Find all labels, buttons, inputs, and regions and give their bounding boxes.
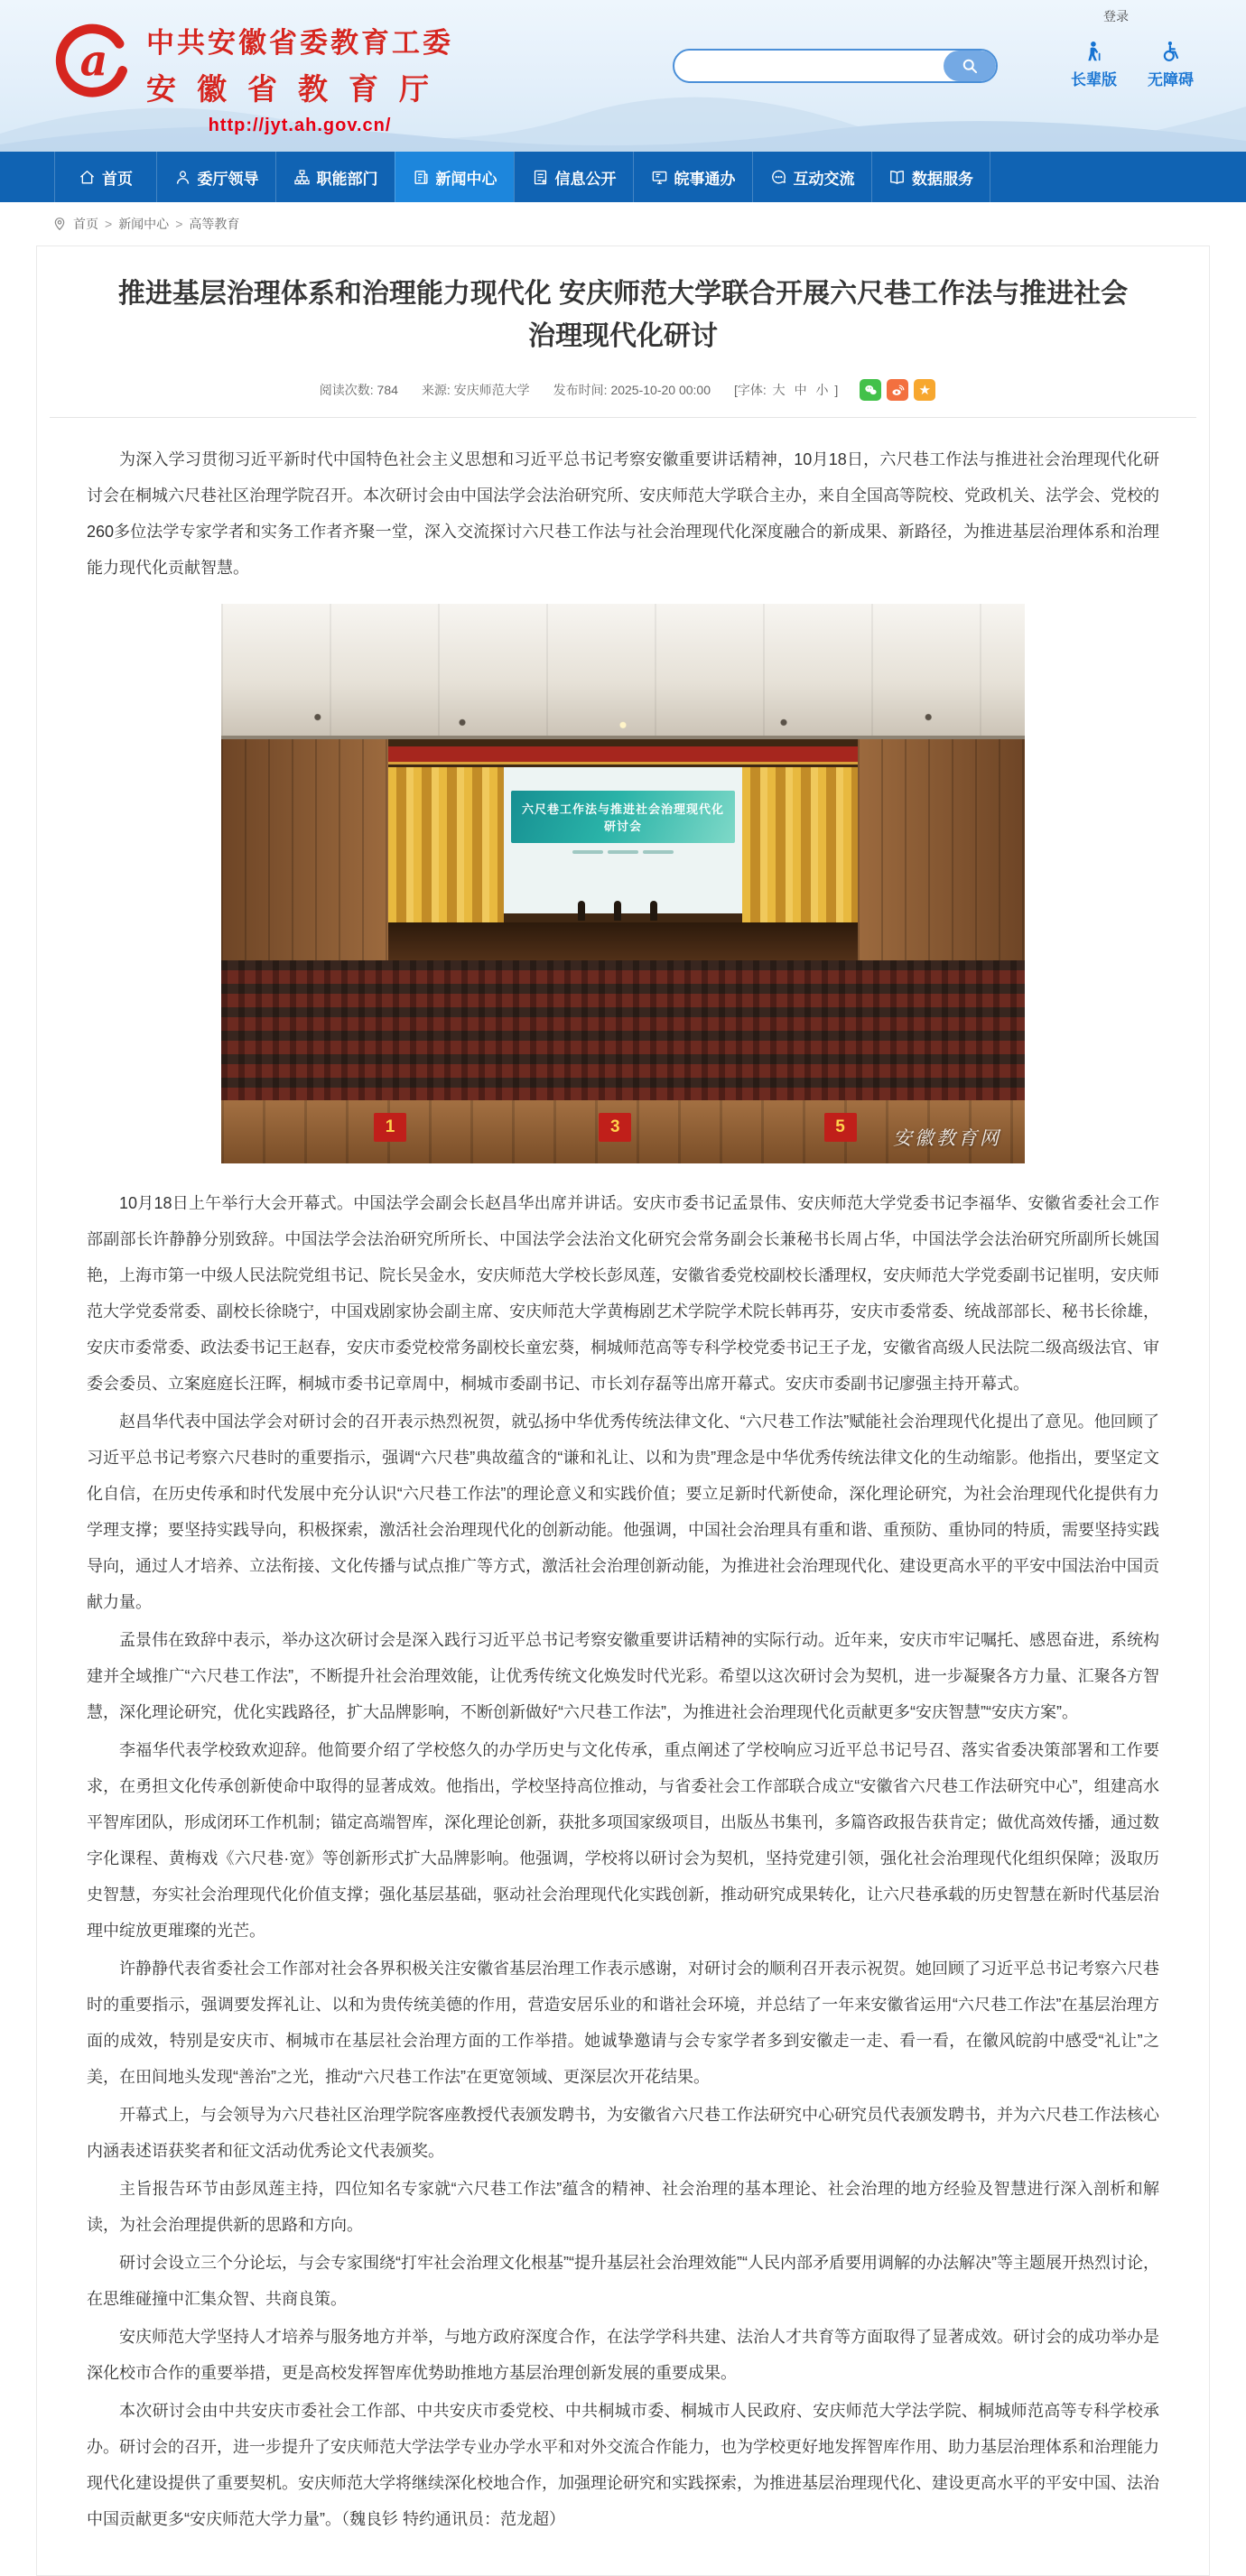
photo-speaker-figure	[614, 901, 621, 921]
photo-screen-banner: 六尺巷工作法与推进社会治理现代化研讨会	[511, 791, 735, 843]
seat-number-plaque: 1	[374, 1113, 406, 1142]
nav-item-leaders[interactable]	[156, 152, 275, 202]
views-label: 阅读次数:	[319, 383, 374, 397]
publish-time-meta	[553, 381, 711, 399]
monitor-icon	[651, 169, 668, 186]
photo-projection-screen	[504, 767, 742, 913]
photo-right-wall	[858, 739, 1025, 960]
org-name-line1: 中共安徽省委教育工委	[146, 27, 453, 59]
breadcrumb-higher-education[interactable]: 高等教育	[189, 217, 240, 231]
nav-label: 皖事通办	[674, 170, 736, 188]
article-paragraph: 开幕式上，与会领导为六尺巷社区治理学院客座教授代表颁发聘书，为安徽省六尺巷工作法研究中心研究员代表颁发聘书，并为六尺巷工作法核心内涵表述语获奖者和征文活动优秀论文代表颁奖。	[87, 2106, 1159, 2160]
views-meta	[320, 381, 398, 399]
source-label: 来源:	[421, 383, 451, 397]
conference-photo	[221, 604, 1025, 1163]
article-paragraph: 安庆师范大学坚持人才培养与服务地方并举，与地方政府深度合作，在法学学科共建、法治人才共育等方面取得了显著成效。研讨会的成功举办是深化校市合作的重要举措，更是高校发挥智库优势助推地方基层治理创新发展的重要成果。	[87, 2328, 1159, 2382]
site-header	[0, 0, 1246, 152]
breadcrumb-separator: >	[105, 217, 113, 231]
search-button[interactable]	[944, 51, 996, 81]
photo-audience	[221, 960, 1025, 1100]
wechat-icon	[863, 383, 879, 398]
article-body	[50, 441, 1196, 2537]
site-url: http://jyt.ah.gov.cn/	[208, 116, 392, 135]
weibo-share-button[interactable]	[887, 379, 908, 401]
accessibility-tools	[1071, 40, 1194, 89]
breadcrumb-home[interactable]: 首页	[73, 217, 98, 231]
time-value: 2025-10-20 00:00	[610, 383, 711, 397]
photo-screen-decor	[504, 850, 742, 854]
nav-item-info-disclosure[interactable]	[514, 152, 633, 202]
search-icon	[961, 57, 979, 75]
article-paragraph: 孟景伟在致辞中表示，举办这次研讨会是深入践行习近平总书记考察安徽重要讲话精神的实际行动。近年来，安庆市牢记嘱托、感恩奋进，系统构建并全域推广“六尺巷工作法”，不断提升社会治理效能，让优秀传统文化焕发时代光彩。希望以这次研讨会为契机，进一步凝聚各方力量、汇聚各方智慧，深化理论研究，优化实践路径，扩大品牌影响，不断创新做好“六尺巷工作法”，为推进社会治理现代化贡献更多“安庆智慧”“安庆方案”。	[87, 1631, 1159, 1721]
seat-number-plaque: 3	[599, 1113, 631, 1142]
article-title: 推进基层治理体系和治理能力现代化 安庆师范大学联合开展六尺巷工作法与推进社会治理现代化研讨	[117, 279, 1129, 351]
org-chart-icon	[293, 169, 311, 186]
wheelchair-icon	[1159, 40, 1183, 63]
weibo-icon	[890, 383, 906, 398]
home-icon	[79, 169, 96, 186]
photo-speaker-figure	[578, 901, 585, 921]
font-size-small-button[interactable]: 小	[815, 383, 829, 397]
breadcrumb-news-center[interactable]: 新闻中心	[118, 217, 170, 231]
article-paragraph: 10月18日上午举行大会开幕式。中国法学会副会长赵昌华出席并讲话。安庆市委书记孟景伟、安庆师范大学党委书记李福华、安徽省委社会工作部副部长许静静分别致辞。中国法学会法治研究所所长、中国法学会法治文化研究会常务副会长兼秘书长周占华，中国法学会法治研究所副所长姚国艳，上海市第一中级人民法院党组书记、院长吴金水，安庆师范大学校长彭凤莲，安徽省委党校副校长潘理权，安庆师范大学党委副书记崔明，安庆师范大学党委常委、副校长徐晓宁，中国戏剧家协会副主席、安庆师范大学黄梅剧艺术学院学术院长韩再芬，安庆市委常委、统战部部长、秘书长徐雄，安庆市委常委、政法委书记王赵春，安庆市委党校常务副校长童宏葵，桐城师范高等专科学校党委书记王子龙，安徽省高级人民法院二级高级法官、审委会委员、立案庭庭长汪晖，桐城市委书记章周中，桐城市委副书记、市长刘存磊等出席开幕式。安庆市委副书记廖强主持开幕式。	[87, 1194, 1159, 1393]
meta-divider	[50, 417, 1196, 418]
nav-label: 新闻中心	[435, 170, 497, 188]
nav-item-interaction[interactable]	[752, 152, 871, 202]
nav-label: 互动交流	[793, 170, 855, 188]
chat-icon	[770, 169, 787, 186]
nav-item-home[interactable]	[54, 152, 156, 202]
article-paragraph: 李福华代表学校致欢迎辞。他简要介绍了学校悠久的办学历史与文化传承，重点阐述了学校响应习近平总书记号召、落实省委决策部署和工作要求，在勇担文化传承创新使命中取得的显著成效。他指出，学校坚持高位推动，与省委社会工作部联合成立“安徽省六尺巷工作法研究中心”，组建高水平智库团队，形成闭环工作机制；锚定高端智库，深化理论创新，获批多项国家级项目，出版丛书集刊，多篇咨政报告获肯定；做优高效传播，通过数字化课程、黄梅戏《六尺巷·宽》等创新形式扩大品牌影响。他强调，学校将以研讨会为契机，坚持党建引领，强化社会治理现代化组织保障；汲取历史智慧，夯实社会治理现代化价值支撑；强化基层基础，驱动社会治理现代化实践创新，推动研究成果转化，让六尺巷承载的历史智慧在新时代基层治理中绽放更璀璨的光芒。	[87, 1741, 1159, 1940]
logo-text	[146, 20, 453, 136]
elder-version-label: 长辈版	[1071, 71, 1117, 88]
photo-watermark: 安徽教育网	[893, 1127, 1001, 1149]
article-paragraph: 许静静代表省委社会工作部对社会各界积极关注安徽省基层治理工作表示感谢，对研讨会的顺利召开表示祝贺。她回顾了习近平总书记考察六尺巷时的重要指示，强调要发挥礼让、以和为贵传统美德的作用，营造安居乐业的和谐社会环境，并总结了一年来安徽省运用“六尺巷工作法”在基层治理方面的成效，特别是安庆市、桐城市在基层社会治理方面的工作举措。她诚挚邀请与会专家学者多到安徽走一走、看一看，在徽风皖韵中感受“礼让”之美，在田间地头发现“善治”之光，推动“六尺巷工作法”在更宽领域、更深层次开花结果。	[87, 1960, 1159, 2086]
photo-ceiling	[221, 604, 1025, 739]
elder-icon	[1083, 40, 1106, 63]
source-meta	[422, 381, 530, 399]
search-bar	[673, 49, 998, 83]
source-value: 安庆师范大学	[453, 383, 530, 397]
accessibility-button[interactable]	[1148, 40, 1194, 89]
time-label: 发布时间:	[553, 383, 608, 397]
article-paragraph: 本次研讨会由中共安庆市委社会工作部、中共安庆市委党校、中共桐城市委、桐城市人民政府、安庆师范大学法学院、桐城师范高等专科学校承办。研讨会的召开，进一步提升了安庆师范大学法学专业办学水平和对外交流合作能力，也为学校更好地发挥智库作用、助力基层治理体系和治理能力现代化建设提供了重要契机。安庆师范大学将继续深化校地合作，加强理论研究和实践探索，为推进基层治理现代化、建设更高水平的平安中国、法治中国贡献更多“安庆师范大学力量”。（魏良钐 特约通讯员：范龙超）	[87, 2402, 1159, 2528]
nav-item-departments[interactable]	[275, 152, 395, 202]
article-paragraph: 赵昌华代表中国法学会对研讨会的召开表示热烈祝贺，就弘扬中华优秀传统法律文化、“六尺巷工作法”赋能社会治理现代化提出了意见。他回顾了习近平总书记考察六尺巷时的重要指示，强调“六尺巷”典故蕴含的“谦和礼让、以和为贵”理念是中华优秀传统法律文化的生动缩影。他指出，要坚定文化自信，在历史传承和时代发展中充分认识“六尺巷工作法”的理论意义和实践价值；要立足新时代新使命，深化理论研究，为社会治理现代化提供有力学理支撑；要坚持实践导向，积极探索，激活社会治理现代化的创新动能。他强调，中国社会治理具有重和谐、重预防、重协同的特质，需要坚持实践导向，通过人才培养、立法衔接、文化传播与试点推广等方式，激活社会治理创新动能，为推进社会治理现代化、建设更高水平的平安中国法治中国贡献力量。	[87, 1413, 1159, 1611]
main-navigation	[0, 152, 1246, 202]
font-size-control	[734, 381, 838, 399]
photo-curtain-left	[388, 767, 504, 922]
accessibility-label: 无障碍	[1148, 71, 1194, 88]
breadcrumb	[0, 202, 1246, 242]
book-icon	[888, 169, 906, 186]
login-link[interactable]: 登录	[1103, 9, 1129, 23]
nav-label: 首页	[102, 170, 133, 188]
svg-text:a: a	[79, 35, 108, 87]
article-meta	[50, 379, 1196, 401]
logo-emblem-icon	[54, 20, 134, 99]
font-suffix: ]	[834, 383, 839, 397]
nav-item-data-services[interactable]	[871, 152, 990, 202]
breadcrumb-separator: >	[175, 217, 183, 231]
font-prefix: [字体:	[734, 383, 767, 397]
font-size-medium-button[interactable]: 中	[794, 383, 807, 397]
font-size-large-button[interactable]: 大	[772, 383, 786, 397]
favorite-star-icon: ★	[918, 382, 931, 398]
nav-label: 职能部门	[316, 170, 378, 188]
search-input[interactable]	[674, 51, 944, 81]
nav-item-news-center[interactable]	[395, 152, 514, 202]
photo-stage	[388, 739, 858, 960]
article-container	[36, 246, 1210, 2576]
nav-label: 委厅领导	[197, 170, 259, 188]
favorite-share-button[interactable]	[914, 379, 935, 401]
document-icon	[532, 169, 549, 186]
location-pin-icon	[52, 217, 67, 231]
wechat-share-button[interactable]	[860, 379, 881, 401]
photo-curtain-valance	[388, 746, 858, 764]
site-logo[interactable]	[54, 20, 453, 136]
article-paragraph: 研讨会设立三个分论坛，与会专家围绕“打牢社会治理文化根基”“提升基层社会治理效能”“人民内部矛盾要用调解的办法解决”等主题展开热烈讨论，在思维碰撞中汇集众智、共商良策。	[87, 2254, 1159, 2308]
org-name-line2: 安徽省教育厅	[146, 72, 450, 106]
photo-stage-floor	[388, 922, 858, 960]
views-count: 784	[377, 383, 398, 397]
photo-left-wall	[221, 739, 388, 960]
elder-version-button[interactable]	[1071, 40, 1117, 89]
photo-seat-rail	[221, 1100, 1025, 1163]
news-icon	[413, 169, 430, 186]
share-buttons	[860, 379, 935, 401]
photo-curtain-right	[742, 767, 858, 922]
person-icon	[174, 169, 191, 186]
article-paragraph: 主旨报告环节由彭凤莲主持，四位知名专家就“六尺巷工作法”蕴含的精神、社会治理的基本理论、社会治理的地方经验及智慧进行深入剖析和解读，为社会治理提供新的思路和方向。	[87, 2180, 1159, 2234]
nav-label: 信息公开	[554, 170, 617, 188]
seat-number-plaque: 5	[824, 1113, 857, 1142]
nav-item-services[interactable]	[633, 152, 752, 202]
article-paragraph: 为深入学习贯彻习近平新时代中国特色社会主义思想和习近平总书记考察安徽重要讲话精神，10月18日，六尺巷工作法与推进社会治理现代化研讨会在桐城六尺巷社区治理学院召开。本次研讨会由中国法学会法治研究所、安庆师范大学联合主办，来自全国高等院校、党政机关、法学会、党校的260多位法学专家学者和实务工作者齐聚一堂，深入交流探讨六尺巷工作法与社会治理现代化深度融合的新成果、新路径，为推进基层治理体系和治理能力现代化贡献智慧。	[87, 450, 1159, 577]
photo-speaker-figure	[650, 901, 657, 921]
nav-label: 数据服务	[912, 170, 973, 188]
